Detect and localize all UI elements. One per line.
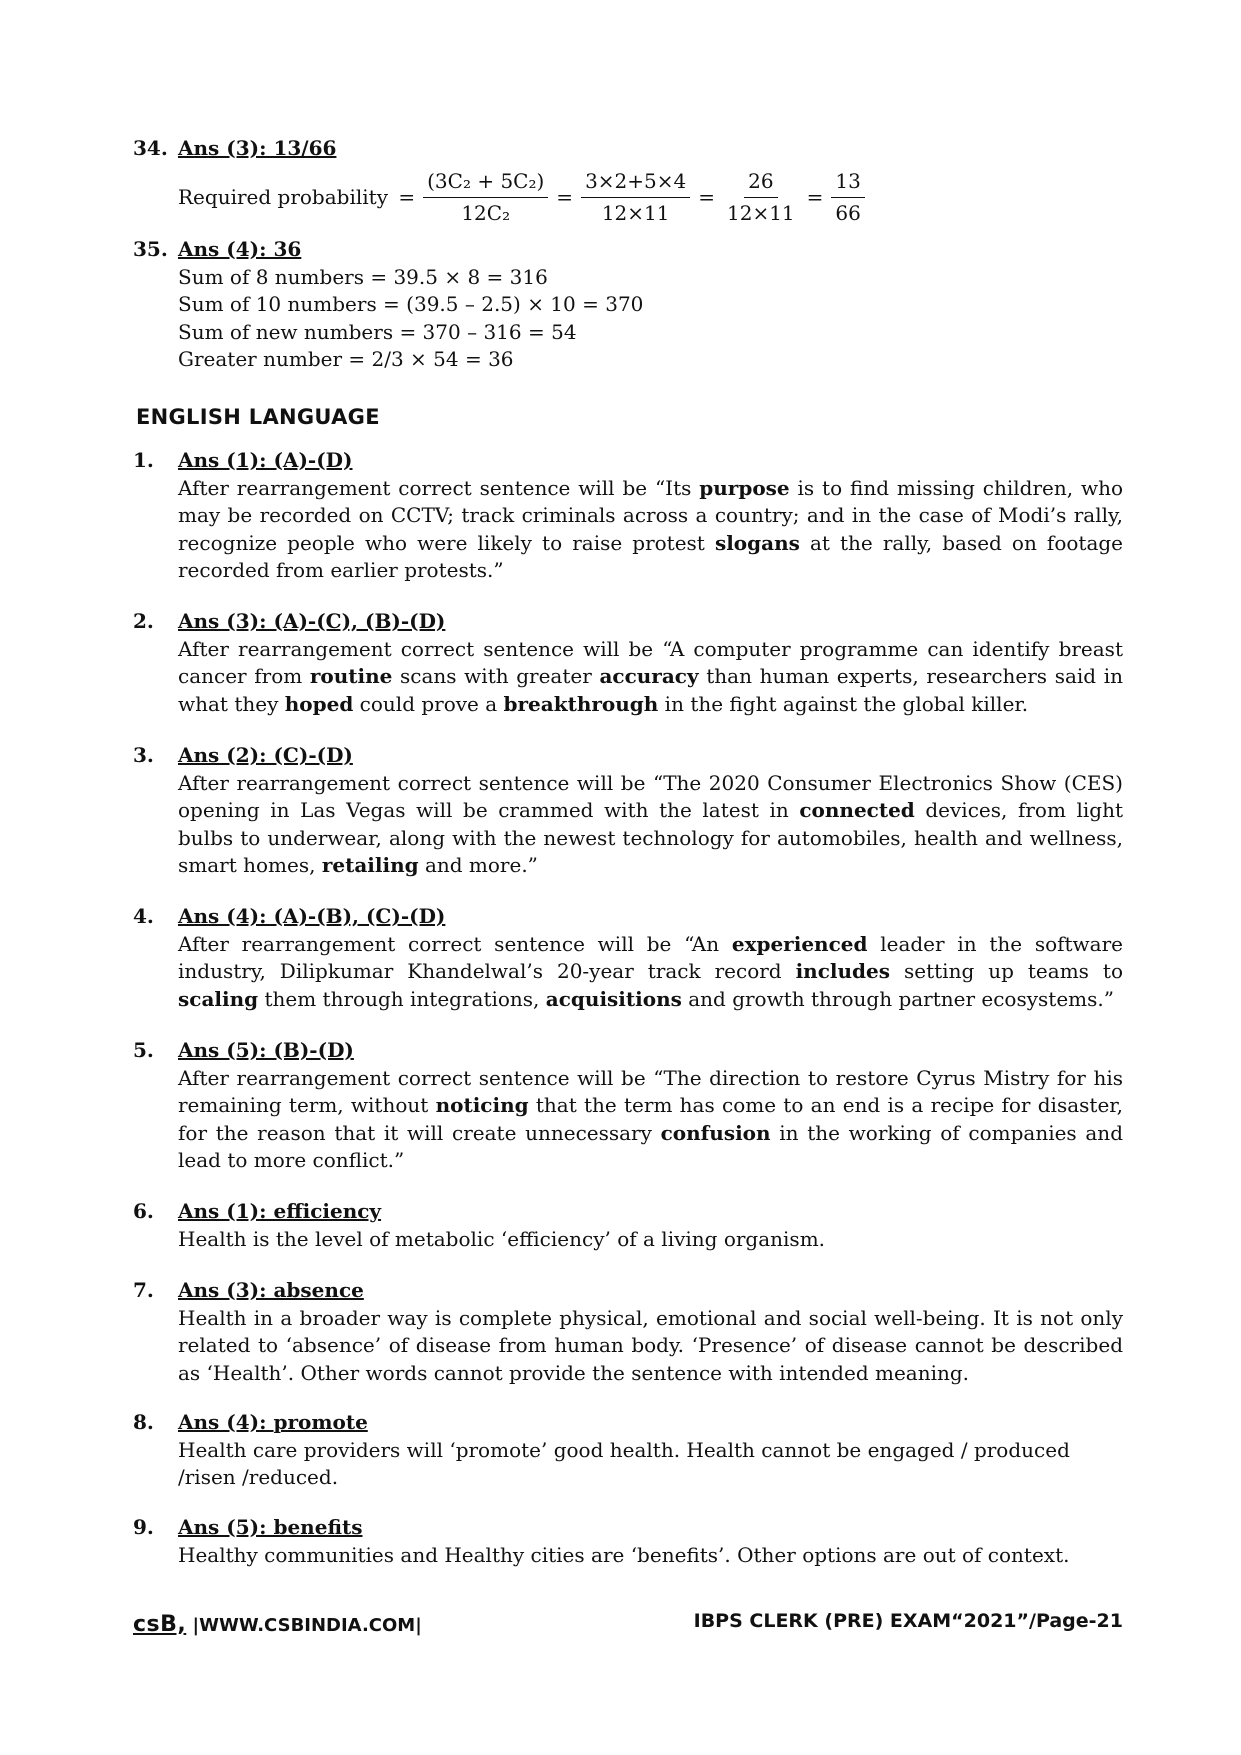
answer-heading: Ans (1): (A)-(D) <box>178 448 353 472</box>
question-number: 6. <box>133 1199 154 1223</box>
fraction-3: $\frac{26}{12\times 11}$ <box>727 168 795 225</box>
question-number: 9. <box>133 1515 154 1539</box>
solution-line: Sum of new numbers = 370 – 316 = 54 <box>178 319 577 344</box>
probability-formula: Required probability = $\frac{\text{(3C₂ + 5C₂)}}{\text{12C₂}}$ = $\frac{3\times 2+5\times 4}{12\times 11}$ = $\frac{26}{12\times 11}$ = $\frac{13}{66}$ <box>178 163 1123 233</box>
page-footer <box>133 1610 1123 1640</box>
question-number: 2. <box>133 609 154 633</box>
answer-heading: Ans (3): absence <box>178 1278 364 1302</box>
explanation: Health is the level of metabolic ‘efficiency’ of a living organism. <box>178 1226 826 1251</box>
question-3 <box>133 742 1123 880</box>
question-9 <box>133 1514 1123 1569</box>
question-number: 1. <box>133 448 154 472</box>
explanation: After rearrangement correct sentence will be “A computer programme can identify breast cancer from routine scans with greater accuracy than human experts, researchers said in what they hoped could prove a breakthrough in the fight against the global killer. <box>178 636 1124 716</box>
footer-page-label: IBPS CLERK (PRE) EXAM“2021”/Page-21 <box>693 1610 1123 1632</box>
csb-logo: csB, <box>133 1612 187 1637</box>
answer-heading: Ans (3): 13/66 <box>178 136 337 160</box>
question-number: 7. <box>133 1278 154 1302</box>
footer-brand <box>133 1612 422 1637</box>
question-number: 3. <box>133 743 154 767</box>
question-5 <box>133 1037 1123 1175</box>
explanation: Health in a broader way is complete physical, emotional and social well-being. It is not only related to ‘absence’ of disease from human body. ‘Presence’ of disease cannot be described as ‘Health’. Other words cannot provide the sentence with intended meaning. <box>178 1305 1123 1385</box>
question-number: 34. <box>133 136 168 160</box>
question-2 <box>133 608 1123 718</box>
question-8 <box>133 1409 1123 1492</box>
section-title: ENGLISH LANGUAGE <box>136 405 380 429</box>
answer-heading: Ans (4): promote <box>178 1410 368 1434</box>
question-number: 35. <box>133 237 168 261</box>
answer-heading: Ans (2): (C)-(D) <box>178 743 353 767</box>
solution-line: Sum of 10 numbers = (39.5 – 2.5) × 10 = 370 <box>178 292 644 316</box>
solution-line: Sum of 8 numbers = 39.5 × 8 = 316 <box>178 264 548 289</box>
question-6 <box>133 1198 1123 1253</box>
fraction-1: $\frac{\text{(3C₂ + 5C₂)}}{\text{12C₂}}$ <box>423 168 548 228</box>
answer-heading: Ans (4): (A)-(B), (C)-(D) <box>178 904 446 928</box>
question-number: 8. <box>133 1410 154 1434</box>
explanation: After rearrangement correct sentence will be “The direction to restore Cyrus Mistry for his remaining term, without noticing that the term has come to an end is a recipe for disaster, for the reason that it will create unnecessary confusion in the working of companies and lead to more conflict.” <box>178 1065 1123 1172</box>
question-4 <box>133 903 1123 1013</box>
solution-line: Greater number = 2/3 × 54 = 36 <box>178 347 514 371</box>
formula-label: Required probability <box>178 184 388 209</box>
question-number: 5. <box>133 1038 154 1062</box>
question-35 <box>133 236 1123 374</box>
fraction-4: $\frac{13}{66}$ <box>831 168 864 228</box>
question-1 <box>133 447 1123 585</box>
footer-website: |WWW.CSBINDIA.COM| <box>192 1615 422 1636</box>
answer-heading: Ans (4): 36 <box>178 237 302 261</box>
explanation: Health care providers will ‘promote’ good health. Health cannot be engaged / produced /risen /reduced. <box>178 1437 1070 1489</box>
explanation: After rearrangement correct sentence will be “The 2020 Consumer Electronics Show (CES) opening in Las Vegas will be crammed with the latest in connected devices, from light bulbs to underwear, along with the newest technology for automobiles, health and wellness, smart homes, retailing and more.” <box>178 770 1124 877</box>
explanation: After rearrangement correct sentence will be “An experienced leader in the software industry, Dilipkumar Khandelwal’s 20-year track record includes setting up teams to scaling them through integrations, acquisitions and growth through partner ecosystems.” <box>178 931 1124 1011</box>
answer-heading: Ans (5): benefits <box>178 1515 363 1539</box>
explanation: Healthy communities and Healthy cities are ‘benefits’. Other options are out of context. <box>178 1542 1070 1567</box>
answer-heading: Ans (3): (A)-(C), (B)-(D) <box>178 609 446 633</box>
explanation: After rearrangement correct sentence will be “Its purpose is to find missing children, who may be recorded on CCTV; track criminals across a country; and in the case of Modi’s rally, recognize people who were likely to raise protest slogans at the rally, based on footage recorded from earlier protests.” <box>178 475 1124 582</box>
answer-heading: Ans (5): (B)-(D) <box>178 1038 354 1062</box>
answer-heading: Ans (1): efficiency <box>178 1199 382 1223</box>
question-number: 4. <box>133 904 154 928</box>
question-7 <box>133 1277 1123 1387</box>
question-34 <box>133 135 1123 233</box>
fraction-2: $\frac{3\times 2+5\times 4}{12\times 11}$ <box>581 168 690 228</box>
